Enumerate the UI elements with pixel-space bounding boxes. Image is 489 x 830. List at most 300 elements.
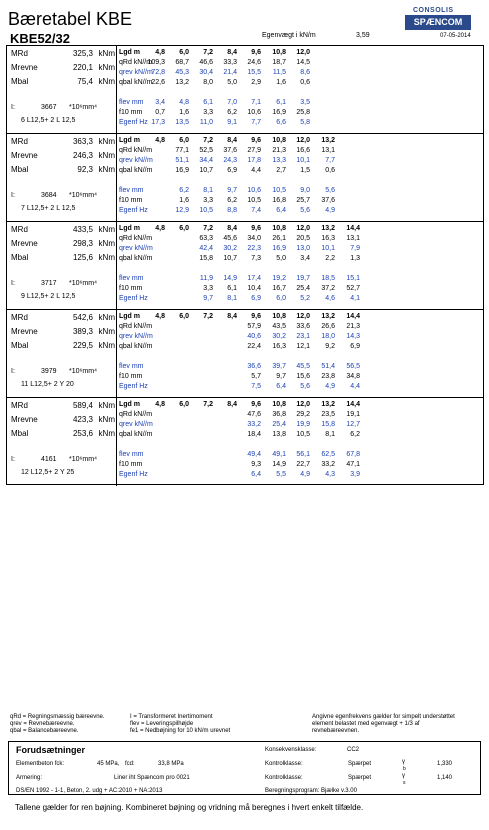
inertia-row [11, 280, 115, 287]
row-f10 [119, 109, 483, 119]
value-cell: 23,5 [321, 411, 335, 418]
row-label: Lgd m [119, 313, 140, 320]
value-cell: 15,5 [247, 69, 261, 76]
value-cell: 22,7 [296, 461, 310, 468]
value-cell: 47,6 [247, 411, 261, 418]
value-cell: 13,8 [272, 431, 286, 438]
value-cell: 4,3 [325, 471, 335, 478]
value-cell: 68,7 [175, 59, 189, 66]
row-lgd [119, 225, 483, 235]
prop-mrevne [11, 327, 115, 339]
value-cell: 3,4 [300, 255, 310, 262]
reinforcement: 6 L12,5+ 2 L 12,5 [21, 117, 76, 124]
inertia-label: I: [11, 456, 15, 463]
program: Beregningsprogram: Bjælke v.3.00 [265, 788, 357, 794]
value-cell: 18,0 [321, 333, 335, 340]
value-cell: 20,5 [296, 235, 310, 242]
value-cell: 109,3 [147, 59, 165, 66]
date: 07-05-2014 [440, 33, 471, 39]
value-cell: 8,1 [203, 187, 213, 194]
page-title: Bæretabel KBE [8, 9, 133, 29]
value-cell: 9,6 [251, 401, 261, 408]
row-qbal [119, 255, 483, 265]
row-label: flev mm [119, 363, 144, 370]
value-cell: 6,0 [179, 313, 189, 320]
row-qrev [119, 245, 483, 255]
value-cell: 8,4 [227, 49, 237, 56]
value-cell: 43,5 [272, 323, 286, 330]
row-label: Lgd m [119, 401, 140, 408]
prop-label: Mrevne [11, 239, 38, 248]
prop-label: MRd [11, 225, 28, 234]
value-cell: 13,2 [321, 401, 335, 408]
konsekvens-label: Konsekvensklasse: [265, 747, 317, 753]
prop-label: Mrevne [11, 151, 38, 160]
value-cell: 45,3 [175, 69, 189, 76]
value-cell: 46,6 [199, 59, 213, 66]
value-cell: 13,0 [296, 245, 310, 252]
section-properties [7, 134, 117, 221]
row-qrev [119, 157, 483, 167]
row-label: qRd kN//m [119, 411, 153, 418]
value-cell: 56,5 [346, 363, 360, 370]
value-cell: 15,6 [296, 373, 310, 380]
value-cell: 4,9 [325, 383, 335, 390]
value-cell: 14,4 [346, 225, 360, 232]
row-label: flev mm [119, 451, 144, 458]
value-cell: 8,4 [227, 401, 237, 408]
prop-label: Mrevne [11, 327, 38, 336]
row-label: qrev kN//m [119, 333, 153, 340]
row-flev [119, 275, 483, 285]
value-cell: 15,8 [199, 255, 213, 262]
legend-flev: flev = Leveringspilhøjde [130, 721, 194, 727]
inertia-label: I: [11, 192, 15, 199]
kontrol2-label: Kontrolklasse: [265, 775, 303, 781]
footer-note: Tallene gælder for ren bøjning. Kombineret bøjning og vridning må beregnes i hvert enkelt tilfælde. [15, 803, 364, 812]
value-cell: 30,4 [199, 69, 213, 76]
value-cell: 6,1 [276, 99, 286, 106]
prop-value: 363,3 [72, 137, 93, 146]
assumptions-box [8, 741, 481, 795]
value-cell: 13,2 [321, 225, 335, 232]
value-cell: 10,8 [272, 401, 286, 408]
section-block [7, 398, 483, 486]
row-qbal [119, 79, 483, 89]
value-cell: 7,0 [227, 99, 237, 106]
row-egenf [119, 119, 483, 129]
prop-unit: kNm [98, 63, 115, 72]
beton-fck: 45 MPa, [97, 761, 120, 767]
row-flev [119, 187, 483, 197]
section-values [119, 310, 483, 398]
prop-mbal [11, 429, 115, 441]
value-cell: 37,2 [321, 285, 335, 292]
value-cell: 7,7 [325, 157, 335, 164]
row-qbal [119, 431, 483, 441]
value-cell: 7,2 [203, 49, 213, 56]
konsekvens-value: CC2 [347, 747, 360, 753]
value-cell: 7,1 [251, 99, 261, 106]
value-cell: 2,7 [276, 167, 286, 174]
reinforcement: 11 L12,5+ 2 Y 20 [21, 381, 74, 388]
prop-unit: kNm [98, 341, 115, 350]
inertia-value: 3979 [41, 368, 57, 375]
value-cell: 34,4 [199, 157, 213, 164]
value-cell: 14,5 [296, 59, 310, 66]
value-cell: 52,5 [199, 147, 213, 154]
value-cell: 37,6 [223, 147, 237, 154]
row-qrd [119, 147, 483, 157]
value-cell: 30,2 [272, 333, 286, 340]
value-cell: 8,6 [300, 69, 310, 76]
value-cell: 15,8 [321, 421, 335, 428]
assumptions-title: Forudsætninger [16, 745, 85, 755]
row-qrd [119, 323, 483, 333]
prop-unit: kNm [98, 239, 115, 248]
value-cell: 4,1 [350, 295, 360, 302]
value-cell: 45,5 [296, 363, 310, 370]
value-cell: 6,4 [251, 471, 261, 478]
value-cell: 21,3 [272, 147, 286, 154]
inertia-unit: *10⁶mm⁴ [69, 104, 98, 111]
row-label: qrev kN//m [119, 69, 153, 76]
row-label: flev mm [119, 275, 144, 282]
value-cell: 0,7 [155, 109, 165, 116]
row-label: qrev kN//m [119, 421, 153, 428]
value-cell: 9,6 [251, 49, 261, 56]
value-cell: 12,9 [175, 207, 189, 214]
row-qrd [119, 235, 483, 245]
value-cell: 4,8 [155, 313, 165, 320]
prop-value: 92,3 [77, 165, 93, 174]
logo-consolis: CONSOLIS [413, 7, 454, 14]
legend-note-2: element belastet med egenvægt + 1/3 af [312, 721, 420, 727]
row-label: qrev kN//m [119, 245, 153, 252]
row-qrev [119, 69, 483, 79]
section-block [7, 134, 483, 222]
row-label: qbal kN//m [119, 79, 153, 86]
value-cell: 6,2 [227, 109, 237, 116]
row-label: Egenf Hz [119, 119, 148, 126]
kontrol1-label: Kontrolklasse: [265, 761, 303, 767]
value-cell: 25,7 [296, 197, 310, 204]
row-flev [119, 99, 483, 109]
legend-qbal: qbal = Balancebæreevne. [10, 728, 79, 734]
value-cell: 3,3 [203, 197, 213, 204]
value-cell: 10,1 [321, 245, 335, 252]
value-cell: 1,5 [300, 167, 310, 174]
kontrol1-value: Spærpet [348, 761, 372, 767]
value-cell: 17,3 [151, 119, 165, 126]
value-cell: 16,9 [272, 109, 286, 116]
value-cell: 12,7 [346, 421, 360, 428]
prop-label: Mrevne [11, 63, 38, 72]
section-values [119, 398, 483, 486]
value-cell: 5,0 [276, 255, 286, 262]
row-label: flev mm [119, 187, 144, 194]
value-cell: 16,8 [272, 197, 286, 204]
section-values [119, 46, 483, 134]
value-cell: 4,8 [155, 225, 165, 232]
prop-mrd [11, 137, 115, 149]
prop-mrd [11, 313, 115, 325]
value-cell: 9,7 [276, 373, 286, 380]
value-cell: 4,8 [155, 401, 165, 408]
value-cell: 3,3 [203, 109, 213, 116]
row-qbal [119, 167, 483, 177]
row-lgd [119, 401, 483, 411]
value-cell: 39,7 [272, 363, 286, 370]
value-cell: 19,2 [272, 275, 286, 282]
prop-label: MRd [11, 49, 28, 58]
value-cell: 19,1 [346, 411, 360, 418]
value-cell: 37,6 [321, 197, 335, 204]
value-cell: 21,3 [346, 323, 360, 330]
reinforcement: 12 L12,5+ 2 Y 25 [21, 469, 75, 476]
row-label: Egenf Hz [119, 383, 148, 390]
gamma-s-value: 1,140 [437, 775, 453, 781]
value-cell: 5,5 [276, 471, 286, 478]
value-cell: 25,8 [296, 109, 310, 116]
value-cell: 16,3 [321, 235, 335, 242]
legend-qrd: qRd = Regningsmæssig bæreevne. [10, 714, 105, 720]
row-lgd [119, 313, 483, 323]
prop-mrevne [11, 239, 115, 251]
value-cell: 5,6 [300, 207, 310, 214]
value-cell: 1,6 [179, 197, 189, 204]
value-cell: 33,6 [296, 323, 310, 330]
row-label: qbal kN//m [119, 343, 153, 350]
fcd-label: fcd: [125, 761, 135, 767]
prop-label: Mbal [11, 341, 29, 350]
inertia-value: 3667 [41, 104, 57, 111]
value-cell: 24,3 [223, 157, 237, 164]
prop-value: 589,4 [72, 401, 93, 410]
value-cell: 6,1 [203, 99, 213, 106]
legend-fe1: fe1 = Nedbøjning for 10 kN/m urevnet [130, 728, 231, 734]
value-cell: 16,6 [296, 147, 310, 154]
value-cell: 4,6 [325, 295, 335, 302]
value-cell: 12,0 [296, 137, 310, 144]
value-cell: 51,1 [175, 157, 189, 164]
value-cell: 7,5 [251, 383, 261, 390]
prop-value: 298,3 [72, 239, 93, 248]
section-properties [7, 222, 117, 309]
value-cell: 25,4 [296, 285, 310, 292]
value-cell: 9,7 [227, 187, 237, 194]
value-cell: 13,2 [321, 137, 335, 144]
value-cell: 24,6 [247, 59, 261, 66]
row-f10 [119, 285, 483, 295]
value-cell: 13,1 [346, 235, 360, 242]
value-cell: 5,6 [300, 383, 310, 390]
value-cell: 14,4 [346, 313, 360, 320]
row-qrd [119, 411, 483, 421]
prop-label: Mbal [11, 429, 29, 438]
value-cell: 7,4 [251, 207, 261, 214]
legend-qrev: qrev = Revnebæreevne. [10, 721, 75, 727]
legend-i: I = Transformeret Inertimoment [130, 714, 213, 720]
value-cell: 8,1 [325, 431, 335, 438]
value-cell: 3,4 [155, 99, 165, 106]
gamma-s-symbol: γ [402, 773, 405, 779]
value-cell: 7,7 [251, 119, 261, 126]
row-label: qrev kN//m [119, 157, 153, 164]
row-label: Lgd m [119, 49, 140, 56]
prop-value: 433,5 [72, 225, 93, 234]
row-label: Egenf Hz [119, 295, 148, 302]
value-cell: 33,3 [223, 59, 237, 66]
prop-unit: kNm [98, 137, 115, 146]
inertia-unit: *10⁶mm⁴ [69, 456, 98, 463]
value-cell: 9,0 [300, 187, 310, 194]
value-cell: 7,2 [203, 225, 213, 232]
row-label: f10 mm [119, 461, 143, 468]
value-cell: 49,1 [272, 451, 286, 458]
row-qrev [119, 333, 483, 343]
value-cell: 10,8 [272, 137, 286, 144]
legend-note-1: Angivne egenfrekvens gælder for simpelt understøttet [312, 714, 455, 720]
reinforcement: 7 L12,5+ 2 L 12,5 [21, 205, 76, 212]
prop-label: Mrevne [11, 415, 38, 424]
logo-spaencom: SPÆNCOM [405, 15, 471, 30]
value-cell: 10,4 [247, 285, 261, 292]
value-cell: 15,1 [346, 275, 360, 282]
value-cell: 5,0 [227, 79, 237, 86]
row-label: Egenf Hz [119, 207, 148, 214]
value-cell: 4,9 [300, 471, 310, 478]
prop-label: MRd [11, 313, 28, 322]
value-cell: 27,9 [247, 147, 261, 154]
gamma-b-value: 1,330 [437, 761, 453, 767]
value-cell: 51,4 [321, 363, 335, 370]
value-cell: 10,5 [247, 197, 261, 204]
value-cell: 6,6 [276, 119, 286, 126]
prop-value: 325,3 [72, 49, 93, 58]
prop-value: 246,3 [72, 151, 93, 160]
inertia-row [11, 192, 115, 199]
kontrol2-value: Spærpet [348, 775, 372, 781]
row-label: qbal kN//m [119, 167, 153, 174]
prop-unit: kNm [98, 313, 115, 322]
inertia-label: I: [11, 104, 15, 111]
prop-unit: kNm [98, 429, 115, 438]
value-cell: 49,4 [247, 451, 261, 458]
prop-mbal [11, 253, 115, 265]
value-cell: 10,5 [199, 207, 213, 214]
row-label: Lgd m [119, 225, 140, 232]
value-cell: 13,2 [175, 79, 189, 86]
value-cell: 26,6 [321, 323, 335, 330]
row-label: f10 mm [119, 109, 143, 116]
value-cell: 16,3 [272, 343, 286, 350]
value-cell: 5,6 [325, 187, 335, 194]
row-f10 [119, 373, 483, 383]
row-egenf [119, 383, 483, 393]
row-label: qRd kN//m [119, 59, 153, 66]
row-label: qRd kN//m [119, 323, 153, 330]
armering-label: Armering: [16, 775, 43, 781]
value-cell: 1,6 [179, 109, 189, 116]
prop-unit: kNm [98, 151, 115, 160]
value-cell: 12,1 [296, 343, 310, 350]
section-block [7, 46, 483, 134]
value-cell: 72,8 [151, 69, 165, 76]
value-cell: 12,0 [296, 225, 310, 232]
value-cell: 11,0 [199, 119, 213, 126]
value-cell: 4,4 [251, 167, 261, 174]
value-cell: 22,6 [151, 79, 165, 86]
value-cell: 19,9 [296, 421, 310, 428]
value-cell: 4,4 [350, 383, 360, 390]
value-cell: 1,3 [350, 255, 360, 262]
value-cell: 16,7 [272, 285, 286, 292]
value-cell: 11,9 [199, 275, 213, 282]
prop-unit: kNm [98, 49, 115, 58]
value-cell: 9,2 [325, 343, 335, 350]
value-cell: 29,2 [296, 411, 310, 418]
value-cell: 12,0 [296, 313, 310, 320]
value-cell: 14,3 [346, 333, 360, 340]
value-cell: 4,8 [155, 137, 165, 144]
value-cell: 4,9 [325, 207, 335, 214]
prop-mrevne [11, 415, 115, 427]
value-cell: 5,7 [251, 373, 261, 380]
value-cell: 33,2 [321, 461, 335, 468]
value-cell: 12,0 [296, 401, 310, 408]
value-cell: 30,2 [223, 245, 237, 252]
value-cell: 8,4 [227, 225, 237, 232]
value-cell: 7,2 [203, 313, 213, 320]
value-cell: 25,4 [272, 421, 286, 428]
row-label: qRd kN//m [119, 235, 153, 242]
fcd-value: 33,8 MPa [158, 761, 184, 767]
prop-unit: kNm [98, 401, 115, 410]
value-cell: 7,9 [350, 245, 360, 252]
value-cell: 13,1 [321, 147, 335, 154]
value-cell: 40,6 [247, 333, 261, 340]
prop-value: 229,5 [72, 341, 93, 350]
value-cell: 10,6 [247, 109, 261, 116]
value-cell: 6,0 [179, 49, 189, 56]
prop-unit: kNm [98, 327, 115, 336]
value-cell: 5,8 [300, 119, 310, 126]
value-cell: 6,1 [227, 285, 237, 292]
prop-mrevne [11, 151, 115, 163]
value-cell: 6,2 [350, 431, 360, 438]
prop-label: Mbal [11, 253, 29, 262]
row-f10 [119, 461, 483, 471]
value-cell: 23,1 [296, 333, 310, 340]
row-label: flev mm [119, 99, 144, 106]
value-cell: 8,4 [227, 137, 237, 144]
value-cell: 6,9 [227, 167, 237, 174]
prop-value: 423,3 [72, 415, 93, 424]
inertia-unit: *10⁶mm⁴ [69, 280, 98, 287]
value-cell: 9,6 [251, 313, 261, 320]
value-cell: 18,4 [247, 431, 261, 438]
prop-mbal [11, 77, 115, 89]
inertia-unit: *10⁶mm⁴ [69, 368, 98, 375]
prop-mrevne [11, 63, 115, 75]
value-cell: 4,8 [155, 49, 165, 56]
value-cell: 6,2 [227, 197, 237, 204]
prop-label: MRd [11, 137, 28, 146]
value-cell: 16,9 [175, 167, 189, 174]
value-cell: 67,8 [346, 451, 360, 458]
value-cell: 10,8 [272, 49, 286, 56]
